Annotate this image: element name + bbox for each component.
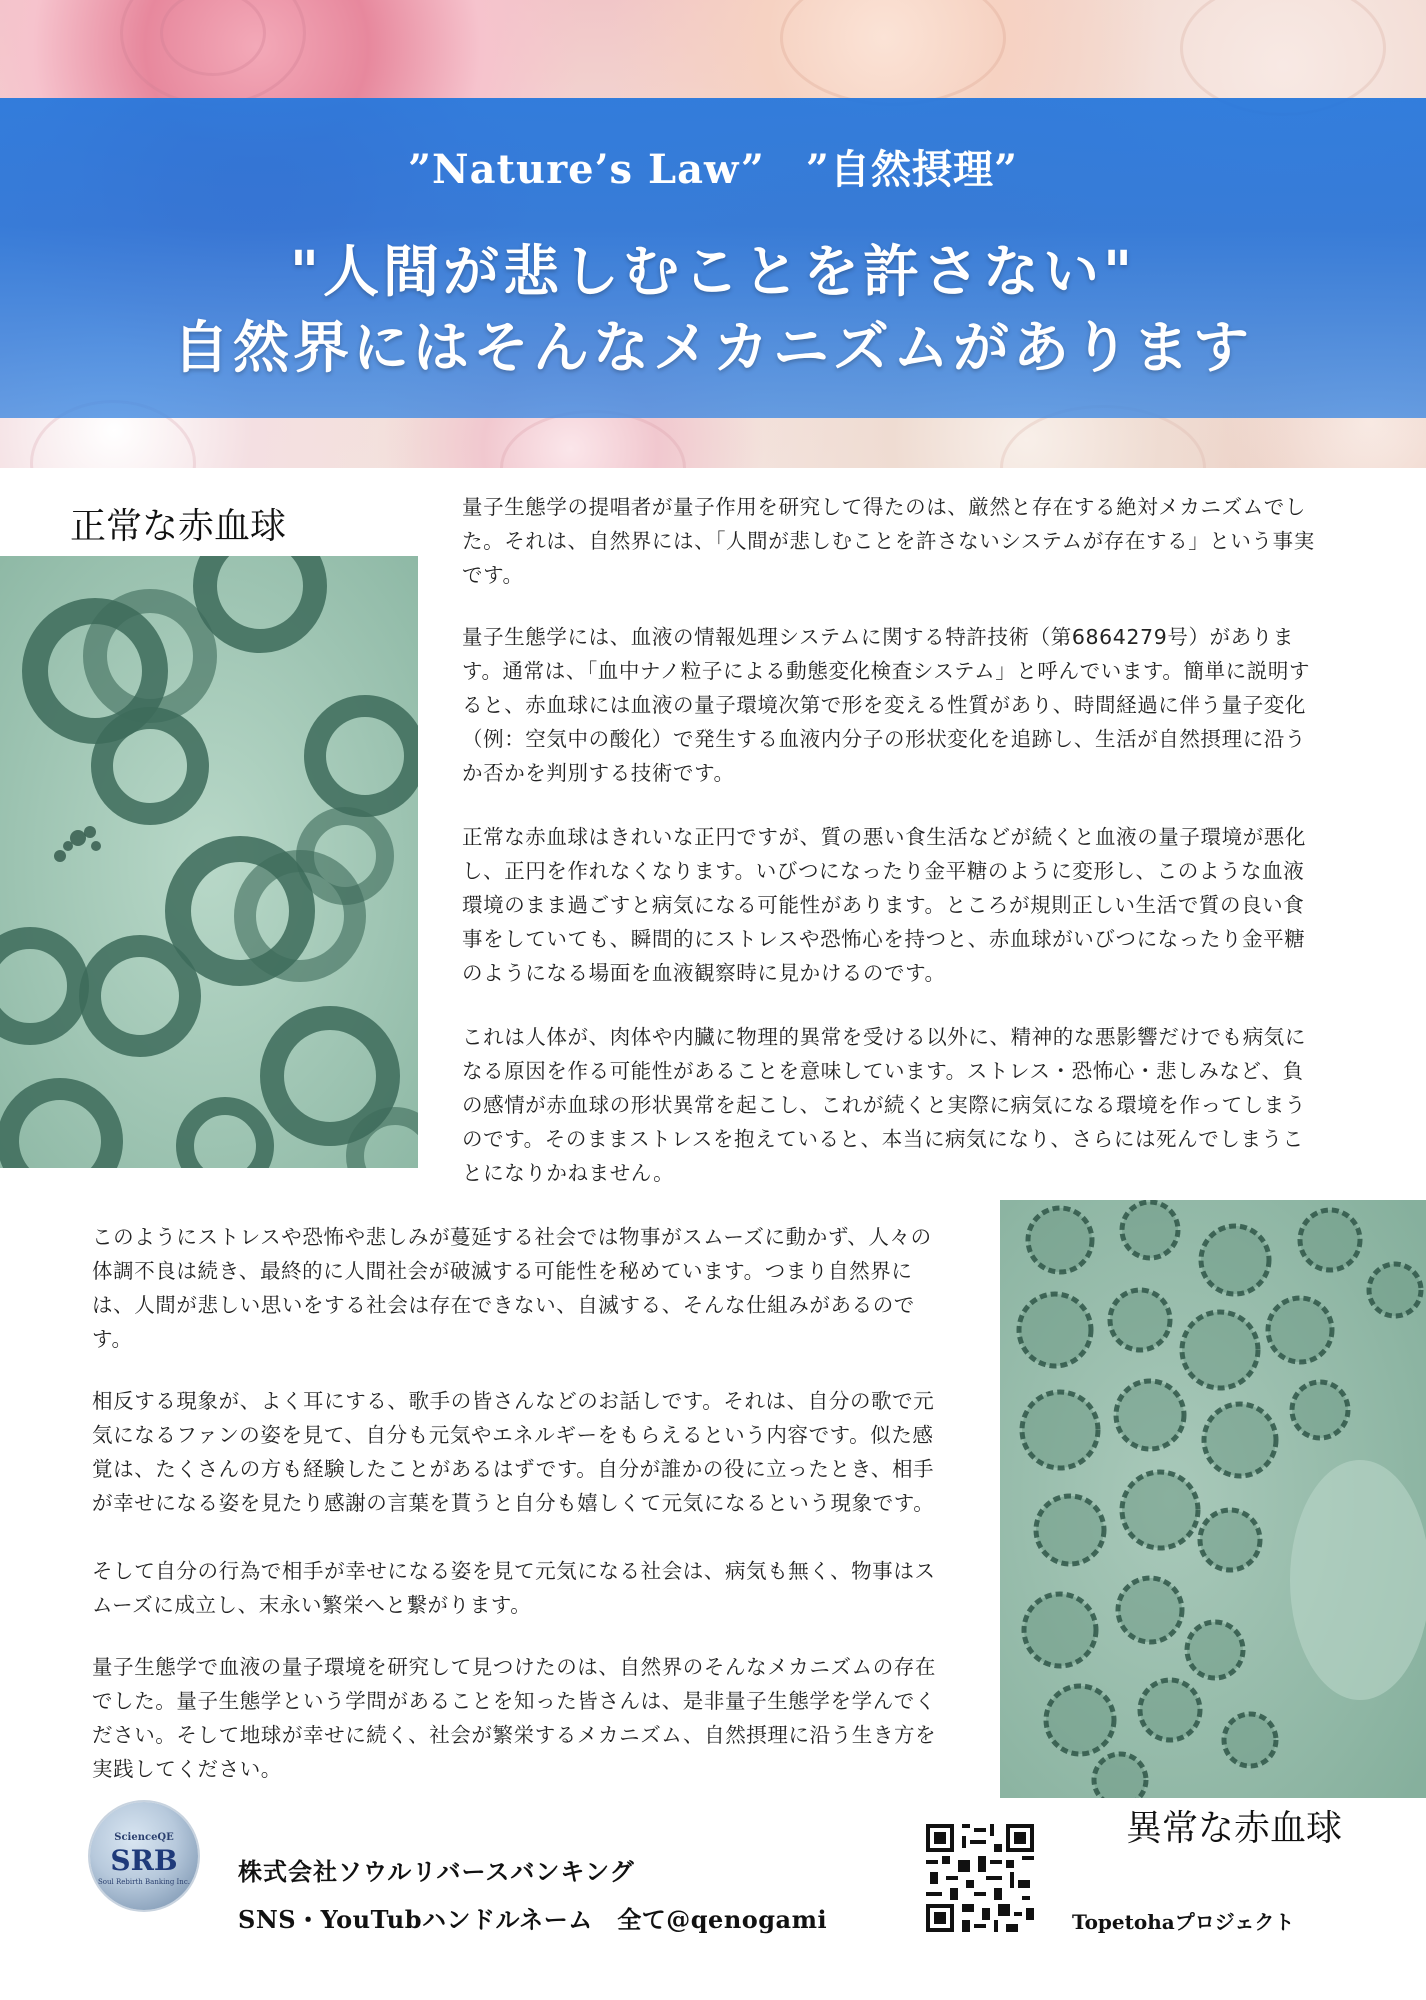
company-name: 株式会社ソウルリバースバンキング: [238, 1857, 635, 1886]
abnormal-rbc-image: [1000, 1200, 1426, 1798]
prosperity-paragraph: そして自分の行為で相手が幸せになる姿を見て元気になる社会は、病気も無く、物事はスムーズに成立し、末永い繁栄へと繋がります。: [92, 1559, 936, 1617]
intro-paragraph: 量子生態学の提唱者が量子作用を研究して得たのは、厳然と存在する絶対メカニズムでした。それは、自然界には、「人間が悲しむことを許さないシステムが存在する」という事実です。: [462, 495, 1315, 587]
society-paragraph: このようにストレスや恐怖や悲しみが蔓延する社会では物事がスムーズに動かず、人々の体調不良は続き、最終的に人間社会が破滅する可能性を秘めています。つまり自然界には、人間が悲しい思いをする社会は存在できない、自滅する、そんな仕組みがあるのです。: [92, 1225, 932, 1351]
banner-subtitle: ”Nature’s Law” ”自然摂理”: [408, 146, 1018, 193]
banner-title-line2: 自然界にはそんなメカニズムがあります: [173, 315, 1253, 381]
header-rose-background: [0, 0, 1426, 468]
conclusion-paragraph: 量子生態学で血液の量子環境を研究して見つけたのは、自然界のそんなメカニズムの存在でした。量子生態学という学問があることを知った皆さんは、是非量子生態学を学んでください。そして地球が幸せに続く、社会が繁栄するメカニズム、自然摂理に沿う生き方を実践してください。: [92, 1655, 937, 1781]
project-name: Topetohaプロジェクト: [1072, 1910, 1295, 1934]
logo-top-text: ScienceQE: [114, 1832, 174, 1843]
stress-effect-paragraph: これは人体が、肉体や内臓に物理的異常を受ける以外に、精神的な悪影響だけでも病気になる原因を作る可能性があることを意味しています。ストレス・恐怖心・悲しみなど、負の感情が赤血球の形状異常を起こし、これが続くと実際に病気になる環境を作ってしまうのです。そのままストレスを抱えていると、本当に病気になり、さらには死んでしまうことになりかねません。: [462, 1025, 1306, 1185]
singer-paragraph: 相反する現象が、よく耳にする、歌手の皆さんなどのお話しです。それは、自分の歌で元気になるファンの姿を見て、自分も元気やエネルギーをもらえるという内容です。似た感覚は、たくさんの方も経験したことがあるはずです。自分が誰かの役に立ったとき、相手が幸せになる姿を見たり感謝の言葉を貰うと自分も嬉しくて元気になるという現象です。: [92, 1389, 935, 1515]
qr-code-icon[interactable]: [926, 1824, 1034, 1932]
logo-bottom-text: Soul Rebirth Banking Inc.: [98, 1878, 190, 1886]
sns-handle: SNS・YouTubハンドルネーム 全て@qenogami: [238, 1905, 828, 1934]
logo-main-text: SRB: [110, 1844, 178, 1877]
rose-petal-shape: [500, 410, 686, 468]
normal-rbc-image: [0, 556, 418, 1168]
patent-paragraph: 量子生態学には、血液の情報処理システムに関する特許技術（第6864279号）があります。通常は、「血中ナノ粒子による動態変化検査システム」と呼んでいます。簡単に説明すると、赤血球には血液の量子環境次第で形を変える性質があり、時間経過に伴う量子変化（例：空気中の酸化）で発生する血液内分子の形状変化を追跡し、生活が自然摂理に沿うか否かを判別する技術です。: [462, 625, 1311, 785]
banner-title-line1: "人間が悲しむことを許さない": [289, 239, 1137, 305]
srb-logo: [90, 1802, 198, 1910]
abnormal-rbc-heading: 異常な赤血球: [1126, 1808, 1343, 1849]
rbc-shape-paragraph: 正常な赤血球はきれいな正円ですが、質の悪い食生活などが続くと血液の量子環境が悪化し、正円を作れなくなります。いびつになったり金平糖のように変形し、このような血液環境のまま過ごすと病気になる可能性があります。ところが規則正しい生活で質の良い食事をしていても、瞬間的にストレスや恐怖心を持つと、赤血球がいびつになったり金平糖のようになる場面を血液観察時に見かけるのです。: [462, 825, 1306, 985]
rose-petal-shape: [780, 0, 1006, 106]
normal-rbc-heading: 正常な赤血球: [70, 506, 287, 547]
